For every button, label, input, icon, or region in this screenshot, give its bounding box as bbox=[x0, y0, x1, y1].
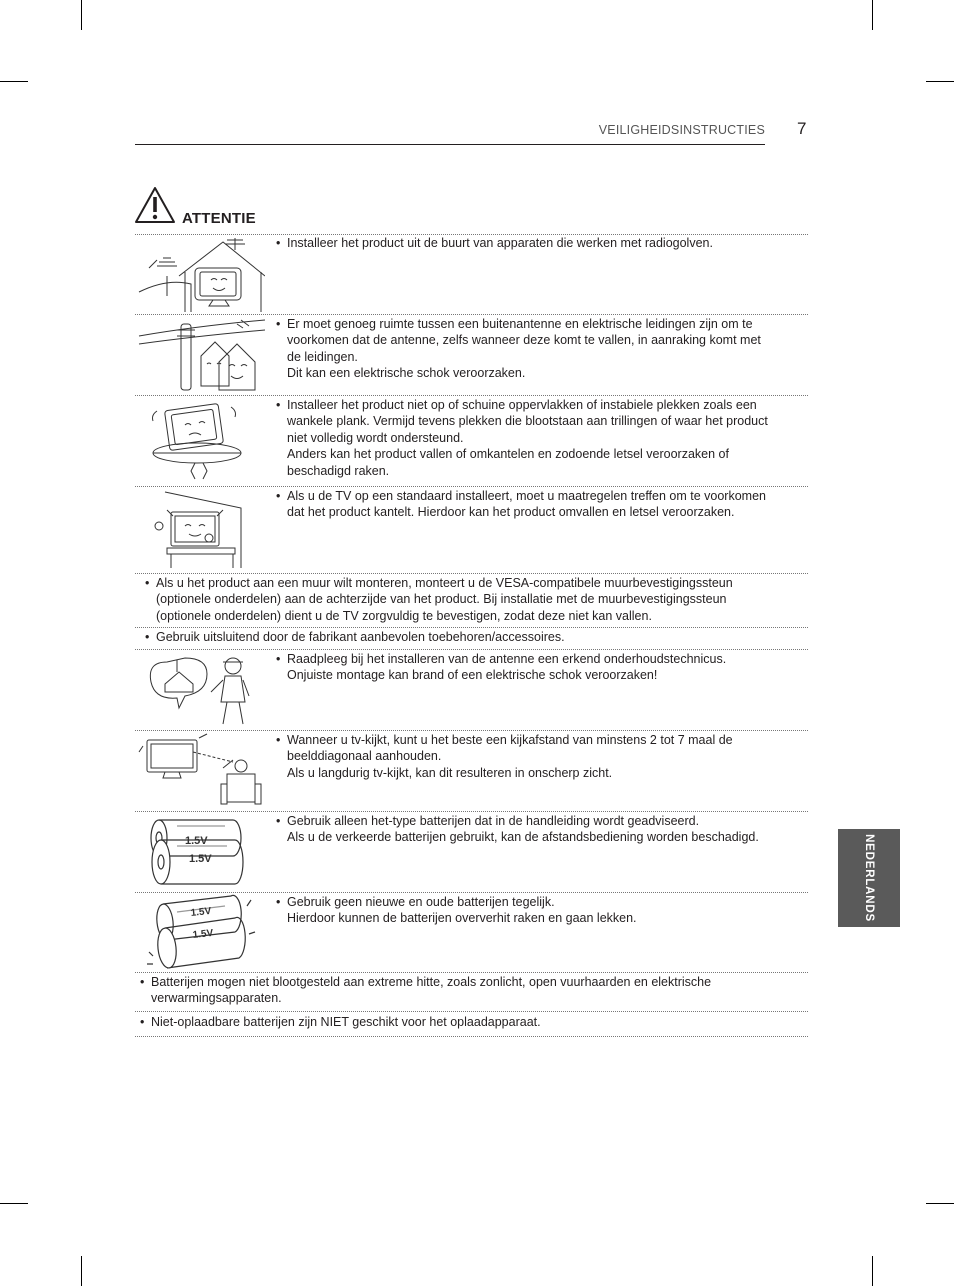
row-divider bbox=[135, 972, 808, 973]
instruction-item bbox=[156, 629, 806, 645]
instruction-line: verwarmingsapparaten. bbox=[151, 991, 282, 1006]
instruction-line: Gebruik uitsluitend door de fabrikant aanbevolen toebehoren/accessoires. bbox=[156, 630, 565, 644]
instruction-line: Installeer het product niet op of schuine oppervlakken of instabiele plekken zoals een bbox=[287, 398, 757, 412]
crop-mark bbox=[926, 1203, 954, 1204]
instruction-item bbox=[151, 974, 806, 1007]
tilted-tv-illustration bbox=[137, 397, 265, 481]
house-antenna-illustration bbox=[137, 236, 265, 312]
instruction-item bbox=[151, 1014, 806, 1030]
battery-label: 1.5V bbox=[189, 853, 212, 865]
bullet: • bbox=[276, 652, 281, 666]
instruction-line: Gebruik geen nieuwe en oude batterijen tegelijk. bbox=[287, 895, 555, 909]
instruction-item bbox=[287, 651, 807, 684]
instruction-line: dat het product kantelt. Hierdoor kan het product omvallen en letsel veroorzaken. bbox=[287, 505, 735, 520]
tv-stand-tipping-illustration bbox=[137, 488, 265, 572]
mixed-batteries-illustration bbox=[137, 894, 265, 970]
instruction-line: wankele plank. Vermijd tevens plekken die blootstaan aan trillingen of waar het product bbox=[287, 414, 768, 429]
bullet: • bbox=[276, 489, 281, 503]
instruction-line: Als u langdurig tv-kijkt, kan dit resulteren in onscherp zicht. bbox=[287, 765, 613, 780]
instruction-item bbox=[287, 813, 807, 846]
row-divider bbox=[135, 573, 808, 574]
crop-mark bbox=[872, 1256, 873, 1286]
instruction-item bbox=[287, 397, 807, 479]
battery-label: 1.5V bbox=[185, 835, 208, 847]
instruction-line: Als u de TV op een standaard installeert, moet u maatregelen treffen om te voorkomen bbox=[287, 489, 766, 503]
crop-mark bbox=[81, 0, 82, 30]
instruction-line: Als u de verkeerde batterijen gebruikt, kan de afstandsbediening worden beschadigd. bbox=[287, 830, 759, 845]
crop-mark bbox=[872, 0, 873, 30]
warning-icon bbox=[134, 186, 176, 224]
instruction-item bbox=[156, 575, 806, 624]
instruction-line: Als u het product aan een muur wilt monteren, monteert u de VESA-compatibele muurbevestigingssteun bbox=[156, 576, 733, 590]
row-divider bbox=[135, 1011, 808, 1012]
row-divider bbox=[135, 892, 808, 893]
batteries-illustration bbox=[137, 814, 265, 888]
row-divider bbox=[135, 1036, 808, 1037]
instruction-line: Installeer het product uit de buurt van apparaten die werken met radiogolven. bbox=[287, 236, 713, 250]
row-divider bbox=[135, 486, 808, 487]
crop-mark bbox=[926, 81, 954, 82]
row-divider bbox=[135, 730, 808, 731]
power-line-illustration bbox=[137, 316, 265, 392]
crop-mark bbox=[81, 1256, 82, 1286]
instruction-line: niet volledig wordt ondersteund. bbox=[287, 430, 464, 445]
instruction-line: Batterijen mogen niet blootgesteld aan extreme hitte, zoals zonlicht, open vuurhaarden en elektrische bbox=[151, 975, 712, 989]
instruction-line: beschadigd raken. bbox=[287, 463, 390, 478]
crop-mark bbox=[0, 81, 28, 82]
bullet: • bbox=[276, 398, 281, 412]
instruction-line: Raadpleeg bij het installeren van de antenne een erkend onderhoudstechnicus. bbox=[287, 652, 727, 666]
instruction-line: voorkomen dat de antenne, zelfs wanneer deze komt te vallen, in aanraking komt met bbox=[287, 333, 761, 348]
instruction-line: Anders kan het product vallen of omkantelen en zodoende letsel veroorzaken of bbox=[287, 447, 729, 462]
instruction-item bbox=[287, 316, 807, 382]
instruction-item bbox=[287, 235, 807, 251]
bullet: • bbox=[276, 733, 281, 747]
instruction-item bbox=[287, 488, 807, 521]
battery-label: 1.5V bbox=[192, 927, 214, 941]
technician-illustration bbox=[137, 652, 265, 728]
crop-mark bbox=[0, 1203, 28, 1204]
battery-label: 1.5V bbox=[190, 905, 212, 919]
bullet: • bbox=[145, 576, 150, 590]
instruction-item bbox=[287, 894, 807, 927]
instruction-line: Gebruik alleen het-type batterijen dat in de handleiding wordt geadviseerd. bbox=[287, 814, 700, 828]
bullet: • bbox=[145, 630, 150, 644]
instruction-line: (optionele onderdelen) aan de achterzijde van het product. Bij installatie met de muurbevestigingssteun bbox=[156, 592, 727, 607]
instruction-item bbox=[287, 732, 807, 781]
bullet: • bbox=[276, 895, 281, 909]
header-rule bbox=[135, 144, 765, 145]
caution-title: ATTENTIE bbox=[182, 210, 256, 227]
row-divider bbox=[135, 649, 808, 650]
language-tab-label: NEDERLANDS bbox=[863, 834, 875, 922]
instruction-line: de leidingen. bbox=[287, 349, 358, 364]
bullet: • bbox=[140, 975, 145, 989]
viewing-distance-illustration bbox=[137, 732, 265, 808]
instruction-line: Onjuiste montage kan brand of een elektrische schok veroorzaken! bbox=[287, 668, 658, 683]
bullet: • bbox=[140, 1015, 145, 1029]
language-tab bbox=[838, 829, 900, 927]
instruction-line: Dit kan een elektrische schok veroorzaken. bbox=[287, 366, 526, 381]
row-divider bbox=[135, 314, 808, 315]
row-divider bbox=[135, 627, 808, 628]
bullet: • bbox=[276, 317, 281, 331]
instruction-line: Er moet genoeg ruimte tussen een buitenantenne en elektrische leidingen zijn om te bbox=[287, 317, 753, 331]
instruction-line: (optionele onderdelen) dient u de TV zorgvuldig te bevestigen, zodat deze niet kan vallen. bbox=[156, 608, 652, 623]
bullet: • bbox=[276, 236, 281, 250]
row-divider bbox=[135, 811, 808, 812]
instruction-line: Niet-oplaadbare batterijen zijn NIET geschikt voor het oplaadapparaat. bbox=[151, 1015, 541, 1029]
row-divider bbox=[135, 395, 808, 396]
instruction-line: beelddiagonaal aanhouden. bbox=[287, 749, 442, 764]
page-number: 7 bbox=[797, 119, 807, 138]
instruction-line: Hierdoor kunnen de batterijen oververhit raken en gaan lekken. bbox=[287, 911, 637, 926]
bullet: • bbox=[276, 814, 281, 828]
instruction-line: Wanneer u tv-kijkt, kunt u het beste een kijkafstand van minstens 2 tot 7 maal de bbox=[287, 733, 733, 747]
section-title: VEILIGHEIDSINSTRUCTIES bbox=[598, 123, 765, 137]
